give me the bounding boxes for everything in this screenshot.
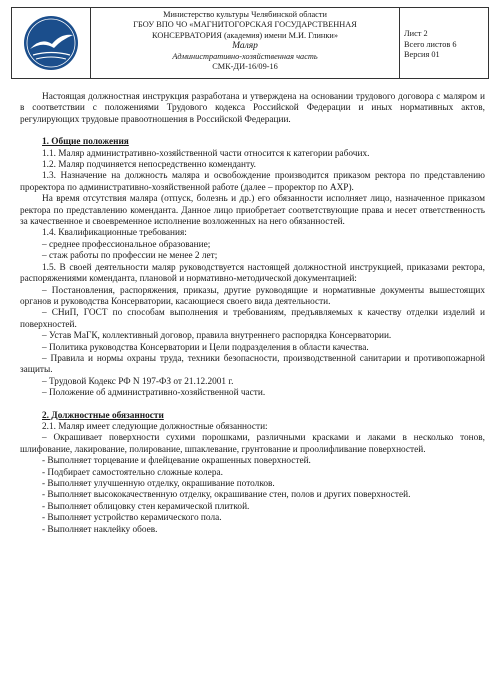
section-1-heading (20, 137, 485, 148)
sheet-number: Лист 2 (404, 29, 428, 38)
requirement-education: – среднее профессиональное образование; (42, 239, 211, 250)
document-header (11, 7, 489, 79)
logo-cell (12, 8, 91, 78)
paragraph-1-1: 1.1. Маляр административно-хозяйственной части относится к категории рабочих. (42, 148, 370, 159)
institution-name-line1: ГБОУ ВПО ЧО «МАГНИТОГОРСКАЯ ГОСУДАРСТВЕННАЯ (133, 20, 357, 30)
seagull-logo-icon (21, 13, 81, 73)
section-2-heading (20, 411, 485, 422)
document-list-item: – Политика руководства Консерватории и Цели подразделения в области качества. (42, 342, 369, 353)
section-2-title: 2. Должностные обязанности (42, 410, 164, 421)
duty-list-item: – Окрашивает поверхности сухими порошками, различными красками и лаками в несколько тонов, шлифование, лакирование, полирование, шпаклевание, грунтование и проолифливание поверхностей. (20, 433, 485, 455)
document-list-item: – СНиП, ГОСТ по способам выполнения и требованиям, предъявляемых к качеству отделки изделий и поверхностей. (20, 308, 485, 330)
total-sheets: Всего листов 6 (404, 39, 457, 49)
intro-paragraph: Настоящая должностная инструкция разработана и утверждена на основании трудового договора с маляром и в соответствии с положениями Трудового кодекса Российской Федерации и иных нормативных актов, регулирующих трудовые правоотношения в Российской Федерации. (20, 92, 485, 125)
duty-list-item: - Выполняет торцевание и флейцевание окрашенных поверхностей. (42, 456, 311, 467)
version: Версия 01 (404, 50, 440, 59)
paragraph-1-4: 1.4. Квалификационные требования: (42, 228, 187, 239)
document-list-item: – Положение об административно-хозяйственной части. (42, 388, 266, 399)
ministry-name: Министерство культуры Челябинской области (163, 10, 327, 19)
duty-list-item: - Выполняет устройство керамического пола. (42, 513, 222, 524)
header-title-block (91, 8, 400, 78)
document-list-item: – Постановления, распоряжения, приказы, другие руководящие и нормативные документы вышестоящих органов и руководства Консерватории, касающиеся своего вида деятельности. (20, 285, 485, 307)
document-title: Маляр (232, 41, 258, 52)
paragraph-1-3: 1.3. Назначение на должность маляра и освобождение производится приказом ректора по представлению проректора по административно-хозяйственной работе (далее – проректор по АХР). (20, 171, 485, 193)
institution-name-line2: КОНСЕРВАТОРИЯ (академия) имени М.И. Глинки» (152, 30, 338, 40)
duty-list-item: - Выполняет облицовку стен керамической плиткой. (42, 501, 250, 512)
department-name: Административно-хозяйственная часть (172, 51, 318, 61)
document-list-item: – Трудовой Кодекс РФ N 197-ФЗ от 21.12.2001 г. (42, 376, 234, 387)
duty-list-item: - Подбирает самостоятельно сложные колера. (42, 467, 223, 478)
paragraph-1-2: 1.2. Маляр подчиняется непосредственно коменданту. (42, 160, 257, 171)
duty-list-item: - Выполняет высококачественную отделку, окрашивание стен, полов и других поверхностей. (42, 490, 411, 501)
sheet-info (400, 8, 488, 78)
document-code: СМК-ДИ-16/09-16 (212, 62, 278, 72)
document-body (20, 92, 485, 536)
document-list-item: – Устав МаГК, коллективный договор, правила внутреннего распорядка Консерватории. (42, 331, 392, 342)
duty-list-item: - Выполняет наклейку обоев. (42, 524, 158, 535)
duty-list-item: - Выполняет улучшенную отделку, окрашивание потолков. (42, 479, 275, 489)
paragraph-1-5: 1.5. В своей деятельности маляр руководствуется настоящей должностной инструкцией, приказами ректора, распоряжениями коменданта, плановой и нормативно-методической документацией: (20, 262, 485, 285)
document-list-item: – Правила и нормы охраны труда, техники безопасности, производственной санитарии и противопожарной защиты. (20, 353, 485, 376)
paragraph-1-3-substitute: На время отсутствия маляра (отпуск, болезнь и др.) его обязанности исполняет лицо, назначенное приказом ректора по представлению коменданта. Данное лицо приобретает соответствующие права и несет ответственность за качественное и своевременное исполнение возложенных на него обязанностей. (20, 194, 485, 228)
paragraph-2-1: 2.1. Маляр имеет следующие должностные обязанности: (42, 421, 268, 432)
section-1-title: 1. Общие положения (42, 137, 129, 148)
requirement-experience: – стаж работы по профессии не менее 2 лет; (42, 251, 218, 262)
